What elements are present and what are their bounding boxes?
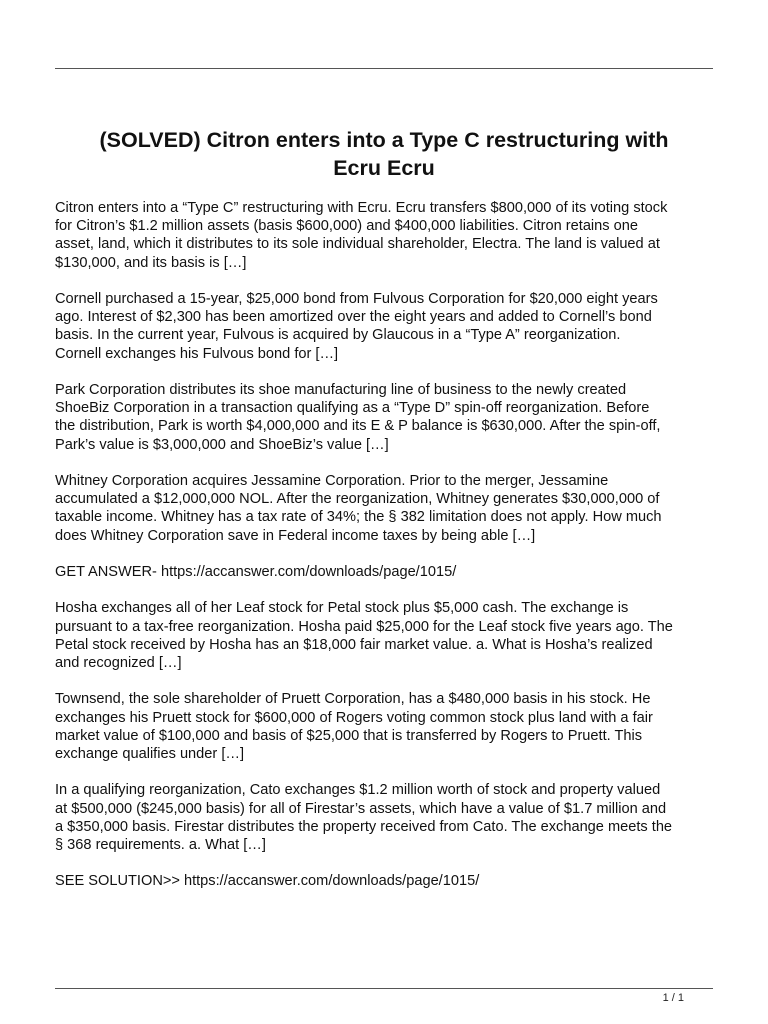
paragraph-citron: Citron enters into a “Type C” restructuring with Ecru. Ecru transfers $800,000 of its voting stock for Citron’s $1.2 million assets (basis $600,000) and $400,000 liabilities. Citron retains one asset, land, which it distributes to its sole individual shareholder, Electra. The land is valued at $130,000, and its basis is […] — [55, 200, 668, 271]
paragraph-cornell: Cornell purchased a 15-year, $25,000 bond from Fulvous Corporation for $20,000 eight years ago. Interest of $2,300 has been amortized over the eight years and added to Cornell’s bond basis. In the current year, Fulvous is acquired by Glaucous in a “Type A” reorganization. Cornell exchanges his Fulvous bond for […] — [55, 291, 658, 362]
paragraph-whitney: Whitney Corporation acquires Jessamine Corporation. Prior to the merger, Jessamine accumulated a $12,000,000 NOL. After the reorganization, Whitney generates $30,000,000 of taxable income. Whitney has a tax rate of 34%; the § 382 limitation does not apply. How much does Whitney Corporation save in Federal income taxes by being able […] — [55, 473, 662, 544]
see-solution-link-text: SEE SOLUTION>> https://accanswer.com/downloads/page/1015/ — [55, 873, 480, 890]
paragraph-cato: In a qualifying reorganization, Cato exchanges $1.2 million worth of stock and property valued at $500,000 ($245,000 basis) for all of Firestar’s assets, which have a value of $1.7 million and a $350,000 basis. Firestar distributes the property received from Cato. The exchange meets the § 368 requirements. a. What […] — [55, 782, 673, 853]
get-answer-link-text: GET ANSWER- https://accanswer.com/downloads/page/1015/ — [55, 564, 457, 580]
page-number: 1 / 1 — [662, 992, 684, 1004]
footer-divider — [55, 988, 713, 989]
document-body — [55, 199, 715, 909]
paragraph-park: Park Corporation distributes its shoe manufacturing line of business to the newly created ShoeBiz Corporation in a transaction qualifying as a “Type D” spin-off reorganization. Before the distribution, Park is worth $4,000,000 and its E & P balance is $630,000. After the spin-off, Park’s value is $3,000,000 and ShoeBiz’s value […] — [55, 382, 661, 453]
paragraph-townsend: Townsend, the sole shareholder of Pruett Corporation, has a $480,000 basis in his stock. He exchanges his Pruett stock for $600,000 of Rogers voting common stock plus land with a fair market value of $100,000 and basis of $25,000 that is transferred by Rogers to Pruett. This exchange qualifies under […] — [55, 691, 653, 762]
header-divider — [55, 68, 713, 69]
document-title: (SOLVED) Citron enters into a Type C restructuring with Ecru Ecru — [99, 128, 669, 180]
paragraph-hosha: Hosha exchanges all of her Leaf stock for Petal stock plus $5,000 cash. The exchange is pursuant to a tax-free reorganization. Hosha paid $25,000 for the Leaf stock five years ago. The Petal stock received by Hosha has an $18,000 fair market value. a. What is Hosha’s realized and recognized […] — [55, 600, 673, 671]
